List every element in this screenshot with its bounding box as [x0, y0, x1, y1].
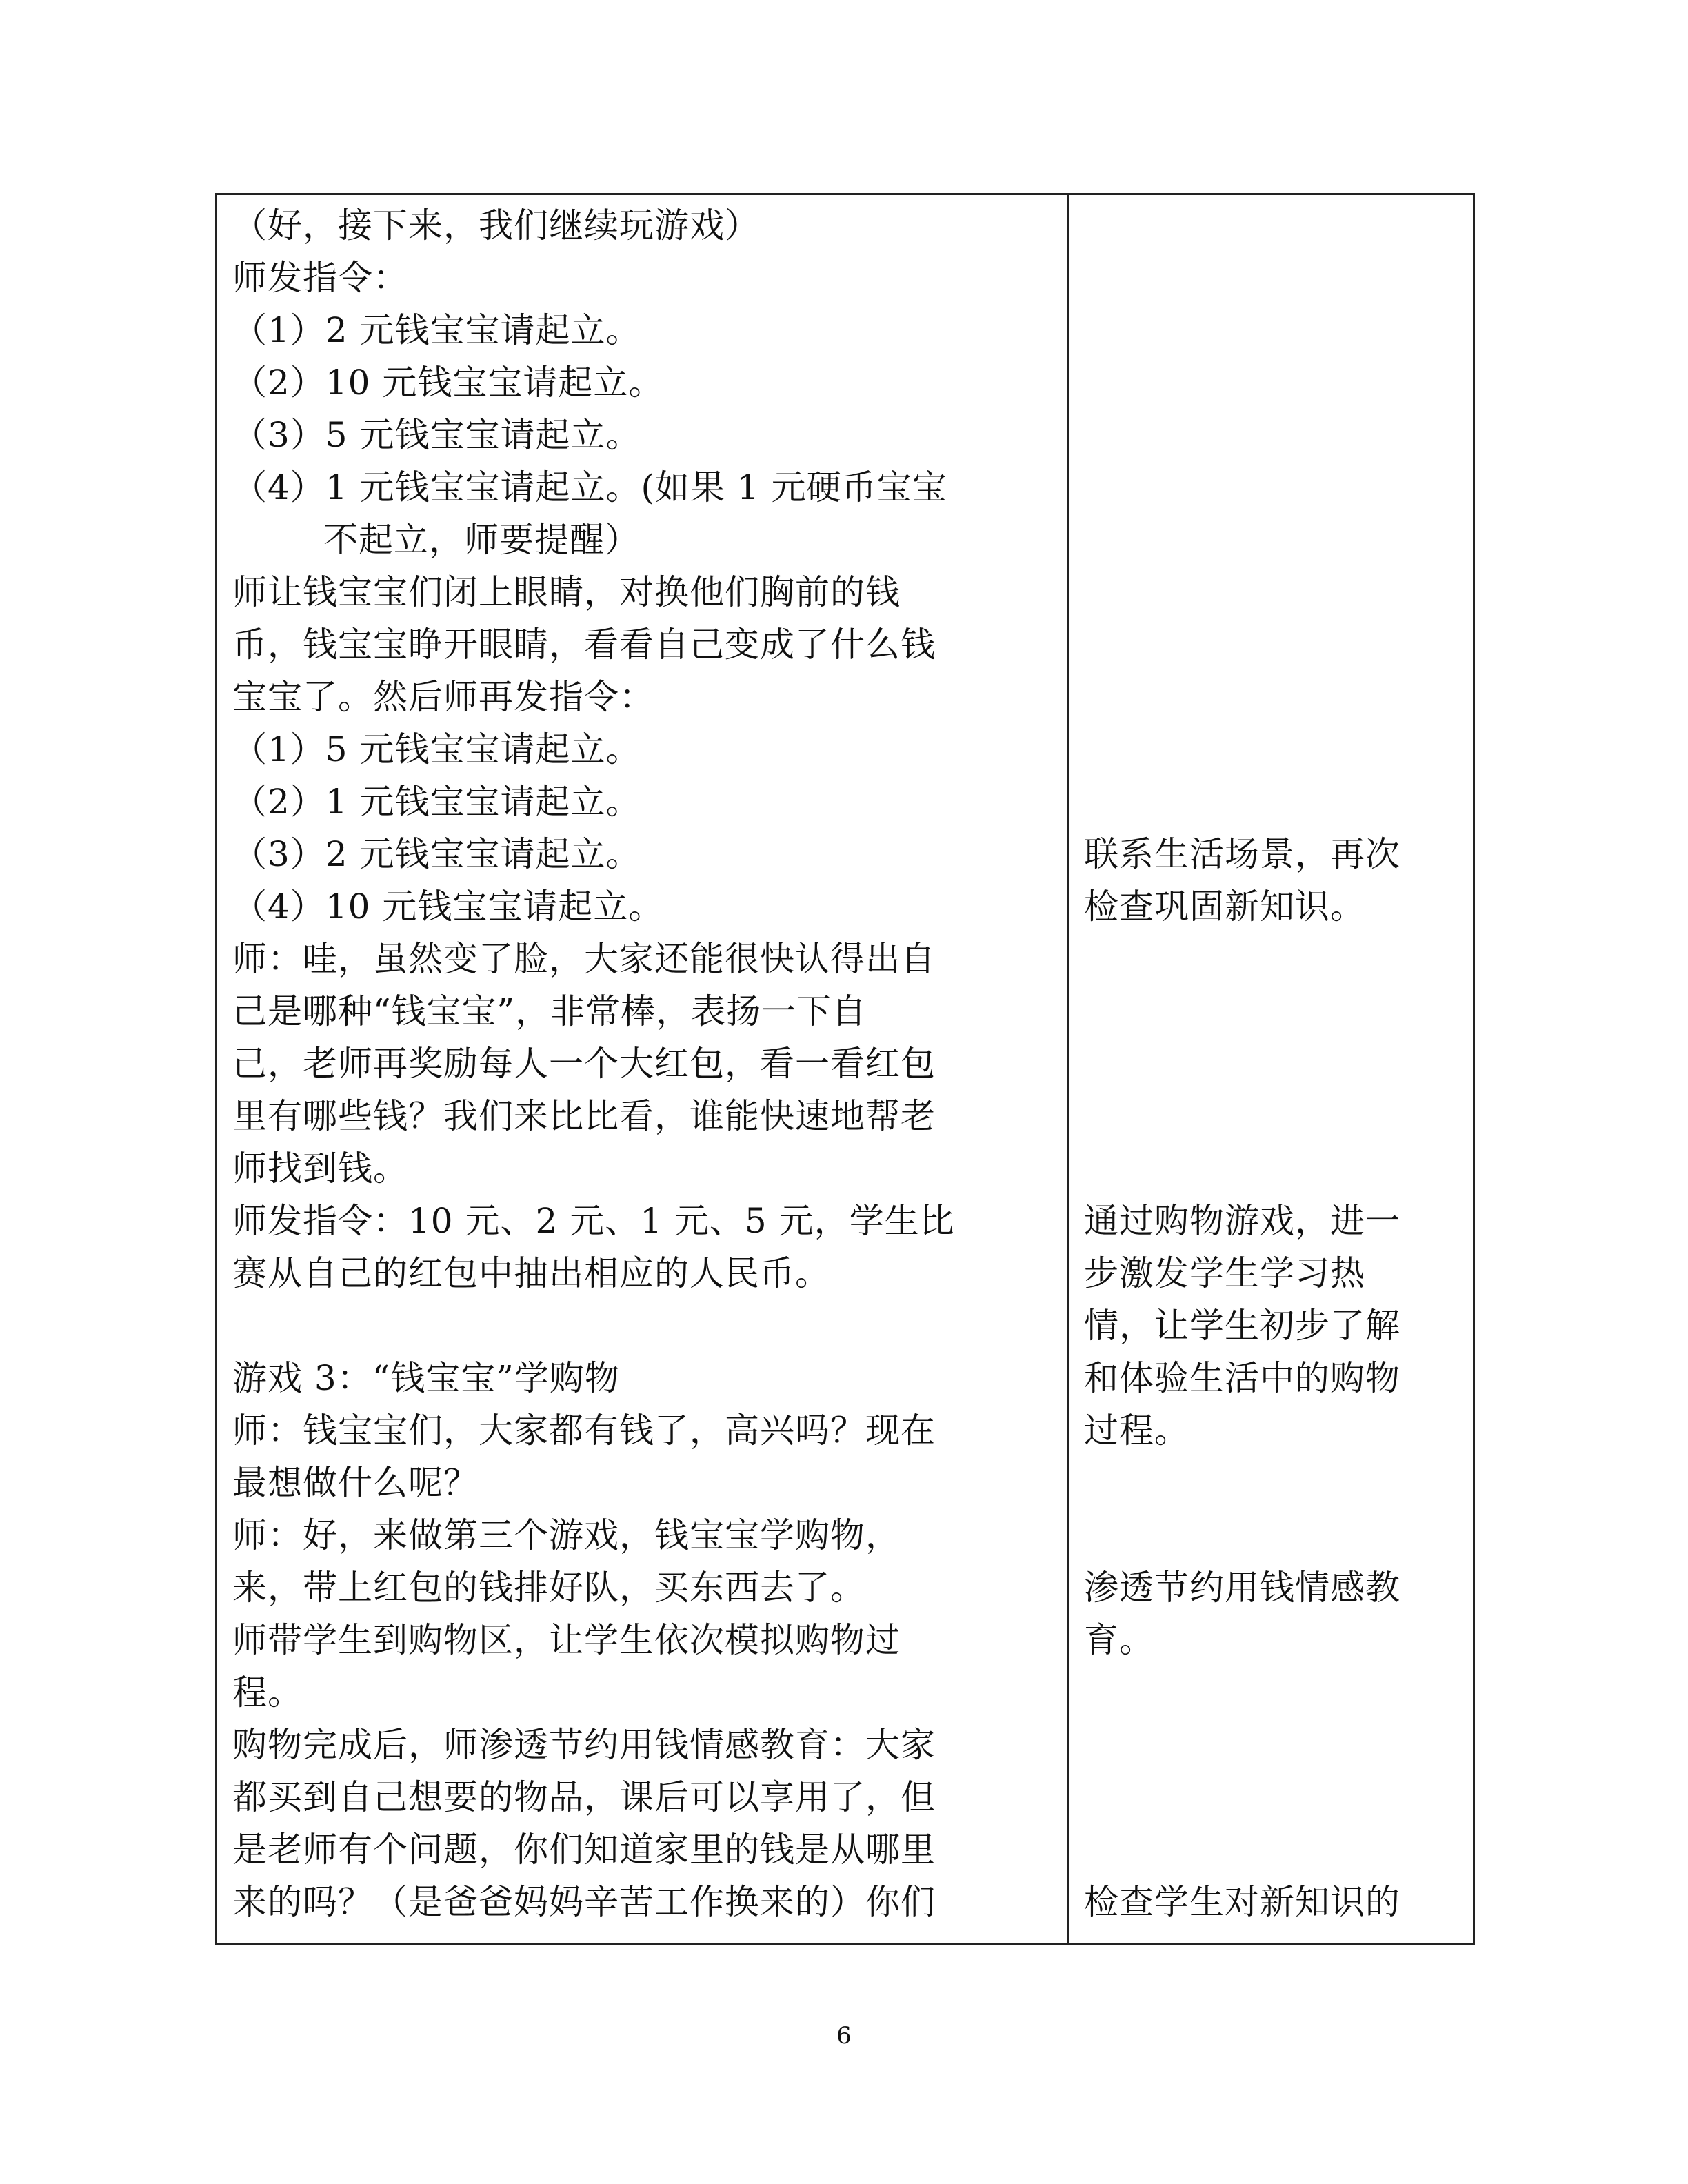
left-line: 来，带上红包的钱排好队，买东西去了。 [232, 1568, 865, 1608]
right-line: 通过购物游戏，进一 [1084, 1201, 1400, 1241]
right-line: 步激发学生学习热 [1084, 1253, 1365, 1293]
left-line: 赛从自己的红包中抽出相应的人民币。 [232, 1253, 830, 1293]
right-line: 检查学生对新知识的 [1084, 1882, 1400, 1922]
left-line: 是老师有个问题，你们知道家里的钱是从哪里 [232, 1830, 936, 1870]
left-line: 来的吗？（是爸爸妈妈辛苦工作换来的）你们 [232, 1882, 936, 1922]
left-line: （4）10 元钱宝宝请起立。 [232, 887, 664, 927]
left-line: 不起立，师要提醒） [323, 520, 640, 560]
left-line: （4）1 元钱宝宝请起立。(如果 1 元硬币宝宝 [232, 467, 947, 507]
right-line: 情，让学生初步了解 [1084, 1306, 1400, 1346]
left-line: 己是哪种“钱宝宝”，非常棒，表扬一下自 [232, 991, 867, 1031]
left-line: （1）5 元钱宝宝请起立。 [232, 729, 641, 769]
left-line: 里有哪些钱？我们来比比看，谁能快速地帮老 [232, 1096, 936, 1136]
left-line: （3）5 元钱宝宝请起立。 [232, 415, 641, 455]
page-number: 6 [836, 2022, 852, 2050]
left-line: 师发指令： [232, 258, 408, 298]
left-line: 师找到钱。 [232, 1149, 408, 1189]
left-line: 币，钱宝宝睁开眼睛，看看自己变成了什么钱 [232, 625, 936, 665]
left-line: 购物完成后，师渗透节约用钱情感教育：大家 [232, 1725, 936, 1765]
left-line: 最想做什么呢？ [232, 1463, 479, 1503]
right-line: 检查巩固新知识。 [1084, 887, 1365, 927]
left-line: 师：好，来做第三个游戏，钱宝宝学购物， [232, 1515, 901, 1555]
left-line: （好，接下来，我们继续玩游戏） [232, 205, 760, 245]
left-line: （3）2 元钱宝宝请起立。 [232, 834, 641, 874]
left-line: 都买到自己想要的物品，课后可以享用了，但 [232, 1777, 936, 1817]
left-line: 宝宝了。然后师再发指令： [232, 677, 654, 717]
left-line: 师让钱宝宝们闭上眼睛，对换他们胸前的钱 [232, 572, 901, 612]
lesson-plan-table [215, 193, 1475, 1945]
left-line: 师发指令：10 元、2 元、1 元、5 元，学生比 [232, 1201, 955, 1241]
left-line: 程。 [232, 1672, 303, 1712]
left-line: （1）2 元钱宝宝请起立。 [232, 310, 641, 350]
right-line: 和体验生活中的购物 [1084, 1358, 1400, 1398]
left-line: 师：钱宝宝们，大家都有钱了，高兴吗？现在 [232, 1410, 936, 1450]
left-line: （2）1 元钱宝宝请起立。 [232, 782, 641, 822]
left-line: （2）10 元钱宝宝请起立。 [232, 363, 664, 403]
right-line: 过程。 [1084, 1410, 1189, 1450]
left-line: 己，老师再奖励每人一个大红包，看一看红包 [232, 1044, 936, 1084]
right-line: 联系生活场景，再次 [1084, 834, 1400, 874]
design-intent-column [1069, 195, 1473, 1943]
left-line: 游戏 3：“钱宝宝”学购物 [232, 1358, 620, 1398]
left-line: 师带学生到购物区，让学生依次模拟购物过 [232, 1620, 901, 1660]
left-line: 师：哇，虽然变了脸，大家还能很快认得出自 [232, 939, 936, 979]
right-line: 育。 [1084, 1620, 1154, 1660]
teaching-process-column [217, 195, 1069, 1943]
right-line: 渗透节约用钱情感教 [1084, 1568, 1400, 1608]
